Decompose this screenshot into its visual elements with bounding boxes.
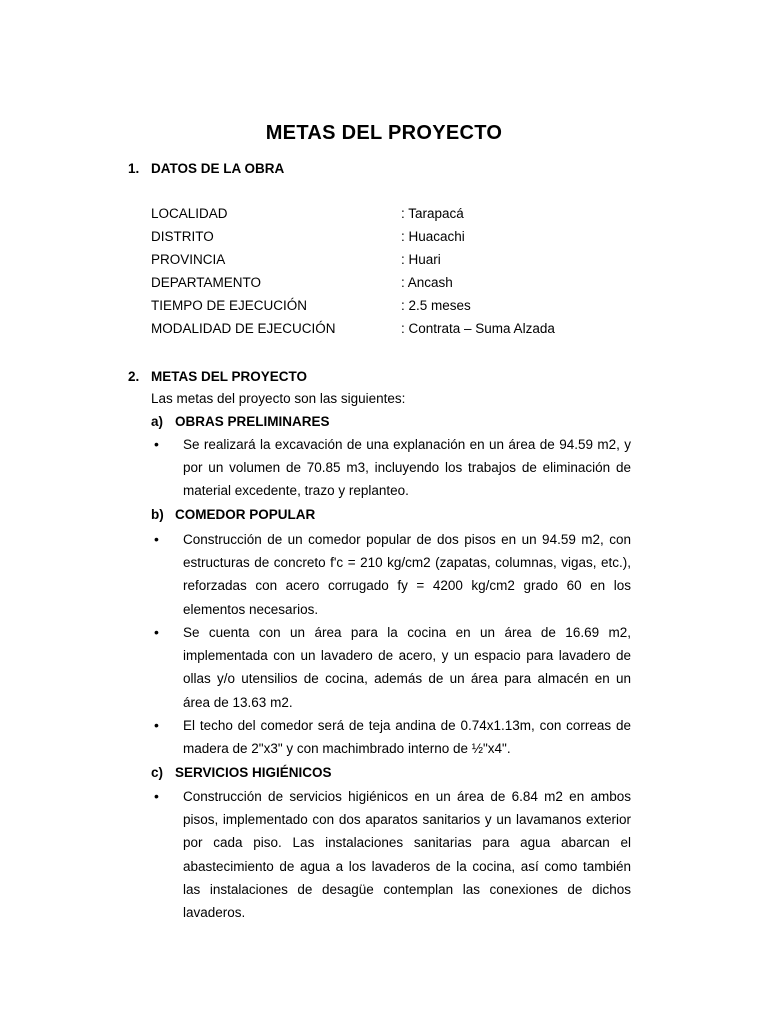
subsection-b-heading <box>151 507 315 522</box>
section-1-title: DATOS DE LA OBRA <box>151 161 285 176</box>
bullet-icon: • <box>154 436 159 452</box>
section-1-number: 1. <box>128 161 140 176</box>
section-2-title: METAS DEL PROYECTO <box>151 369 308 384</box>
subsection-letter: b) <box>151 507 164 522</box>
field-label: TIEMPO DE EJECUCIÓN <box>151 298 308 313</box>
subsection-title: COMEDOR POPULAR <box>175 507 316 522</box>
bullet-text: Se cuenta con un área para la cocina en un área de 16.69 m2, implementada con un lavadero de acero, y un espacio para lavadero de ollas y/o utensilios de cocina, además de un área para almacén en un área de 13.63 m2. <box>183 625 631 710</box>
page-title: METAS DEL PROYECTO <box>265 122 503 144</box>
subsection-title: OBRAS PRELIMINARES <box>175 414 330 429</box>
field-value: : Tarapacá <box>401 206 464 221</box>
subsection-c-heading <box>151 765 332 780</box>
field-row-provincia <box>151 252 671 272</box>
field-row-departamento <box>151 275 671 295</box>
field-row-localidad <box>151 206 671 226</box>
bullet-icon: • <box>154 788 159 804</box>
bullet-item <box>151 714 631 760</box>
section-2-intro: Las metas del proyecto son las siguientes: <box>151 391 406 406</box>
bullet-item <box>151 528 631 621</box>
bullet-icon: • <box>154 624 159 640</box>
bullet-text: El techo del comedor será de teja andina de 0.74x1.13m, con correas de madera de 2"x3" y con machimbrado interno de ½"x4". <box>183 718 631 757</box>
section-1-heading <box>128 161 284 176</box>
field-label: PROVINCIA <box>151 252 226 267</box>
field-label: DISTRITO <box>151 229 214 244</box>
field-row-modalidad <box>151 321 671 341</box>
field-value: : Huacachi <box>401 229 465 244</box>
section-2-number: 2. <box>128 369 140 384</box>
bullet-item <box>151 433 631 503</box>
subsection-title: SERVICIOS HIGIÉNICOS <box>175 765 332 780</box>
subsection-letter: a) <box>151 414 164 429</box>
bullet-text: Se realizará la excavación de una explanación en un área de 94.59 m2, y por un volumen de 70.85 m3, incluyendo los trabajos de eliminación de material excedente, trazo y replanteo. <box>183 437 631 499</box>
field-label: DEPARTAMENTO <box>151 275 262 290</box>
bullet-item <box>151 621 631 714</box>
bullet-text: Construcción de servicios higiénicos en un área de 6.84 m2 en ambos pisos, implementado con dos aparatos sanitarios y un lavamanos exterior por cada piso. Las instalaciones sanitarias para agua abarcan el abastecimiento de agua a los lavaderos de la cocina, así como también las instalaciones de desagüe contemplan las conexiones de dichos lavaderos. <box>183 789 631 921</box>
bullet-icon: • <box>154 531 159 547</box>
field-value: : Contrata – Suma Alzada <box>401 321 555 336</box>
section-2-heading <box>128 369 307 384</box>
field-value: : 2.5 meses <box>401 298 471 313</box>
field-row-distrito <box>151 229 671 249</box>
field-row-tiempo <box>151 298 671 318</box>
field-value: : Ancash <box>401 275 453 290</box>
subsection-a-heading <box>151 414 330 429</box>
bullet-icon: • <box>154 717 159 733</box>
subsection-letter: c) <box>151 765 164 780</box>
field-value: : Huari <box>401 252 441 267</box>
bullet-text: Construcción de un comedor popular de dos pisos en un 94.59 m2, con estructuras de concreto f'c = 210 kg/cm2 (zapatas, columnas, vigas, etc.), reforzadas con acero corrugado fy = 4200 kg/cm2 grado 60 en los elementos necesarios. <box>183 532 631 617</box>
field-label: MODALIDAD DE EJECUCIÓN <box>151 321 336 336</box>
bullet-item <box>151 785 631 924</box>
field-label: LOCALIDAD <box>151 206 228 221</box>
